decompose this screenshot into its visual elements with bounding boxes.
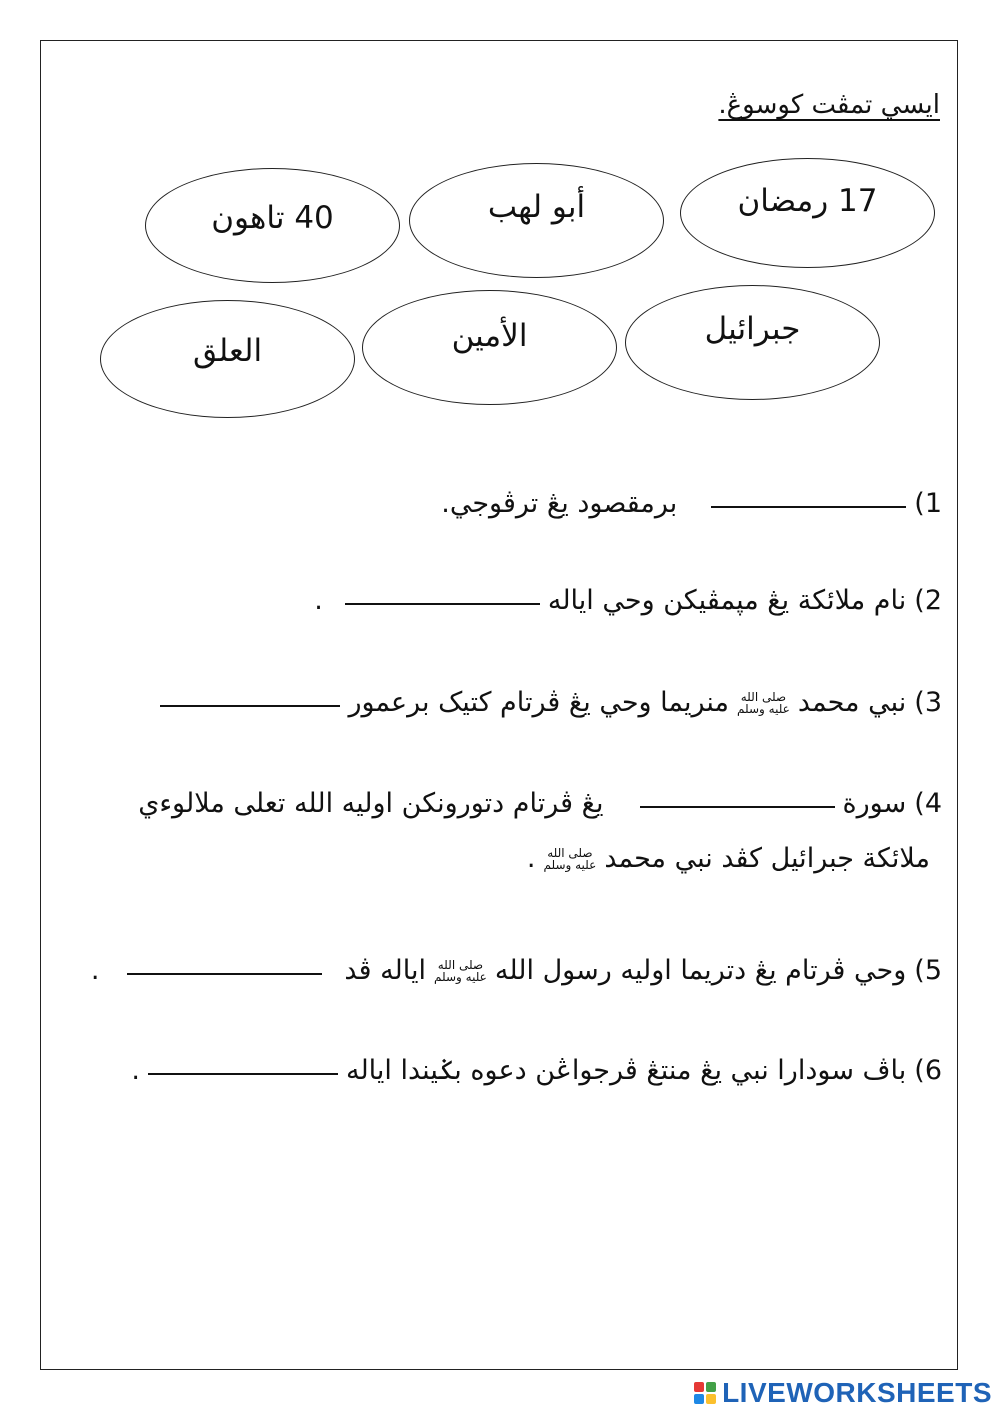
- question-number: 4): [914, 788, 942, 819]
- word-bank-oval-6[interactable]: [100, 300, 355, 418]
- question-text: سورة: [842, 788, 907, 819]
- question-end: .: [314, 585, 323, 616]
- answer-blank-2[interactable]: [345, 602, 540, 605]
- question-end: .: [90, 955, 100, 986]
- word-bank-oval-1[interactable]: [680, 158, 935, 268]
- question-text: باڤ سودارا نبي يڠ منتڠ ڤرجواڠن دعوه بݢيندا اياله: [345, 1055, 907, 1086]
- logo-icon: [694, 1382, 716, 1404]
- salawat-mark: صلى الله عليه وسلم: [543, 846, 597, 872]
- question-text: وحي ڤرتام يڠ دتريما اوليه رسول الله: [494, 955, 907, 986]
- question-4: [138, 788, 942, 819]
- oval-label: العلق: [192, 333, 263, 369]
- oval-label: 17 رمضان: [737, 183, 878, 219]
- question-text: ملائكة جبرائيل كڤد نبي محمد: [604, 843, 930, 874]
- question-1: [441, 488, 942, 519]
- question-text: اياله ڤد: [344, 955, 427, 986]
- question-text: برمقصود يڠ ترڤوجي.: [441, 488, 678, 519]
- oval-label: أبو لهب: [487, 188, 586, 225]
- answer-blank-4[interactable]: [640, 805, 835, 808]
- answer-blank-3[interactable]: [160, 704, 340, 707]
- worksheet-title: ايسي تمڤت كوسوڠ.: [718, 90, 940, 120]
- question-6: [131, 1055, 942, 1086]
- question-text: يڠ ڤرتام دتورونكن اوليه الله تعلى ملالوءي: [138, 788, 604, 819]
- question-number: 2): [914, 585, 942, 616]
- question-3: [160, 687, 942, 725]
- question-text: نام ملائكة يڠ مڽمڤيكن وحي اياله: [547, 585, 907, 616]
- word-bank-oval-2[interactable]: [409, 163, 664, 278]
- question-2: [314, 585, 942, 616]
- question-5: [91, 955, 942, 993]
- word-bank-oval-5[interactable]: [362, 290, 617, 405]
- brand-name: LIVEWORKSHEETS: [722, 1377, 992, 1408]
- answer-blank-5[interactable]: [127, 972, 322, 975]
- oval-label: الأمين: [451, 317, 528, 354]
- question-end: .: [131, 1055, 140, 1086]
- question-number: 1): [914, 488, 942, 519]
- question-text: نبي محمد: [797, 687, 907, 718]
- word-bank-oval-3[interactable]: [145, 168, 400, 283]
- question-number: 3): [914, 687, 942, 718]
- question-number: 5): [914, 955, 942, 986]
- question-end: .: [526, 843, 536, 874]
- question-text: منريما وحي يڠ ڤرتام كتيک برعمور: [348, 687, 730, 718]
- salawat-mark: صلى الله عليه وسلم: [737, 690, 790, 716]
- oval-label: 40 تاهون: [211, 199, 334, 236]
- answer-blank-6[interactable]: [148, 1072, 338, 1075]
- liveworksheets-logo: [694, 1377, 992, 1409]
- salawat-mark: صلى الله عليه وسلم: [434, 958, 487, 984]
- word-bank-oval-4[interactable]: [625, 285, 880, 400]
- question-4-line-2: [527, 843, 930, 881]
- question-number: 6): [914, 1055, 942, 1086]
- oval-label: جبرائيل: [704, 310, 801, 347]
- answer-blank-1[interactable]: [711, 505, 906, 508]
